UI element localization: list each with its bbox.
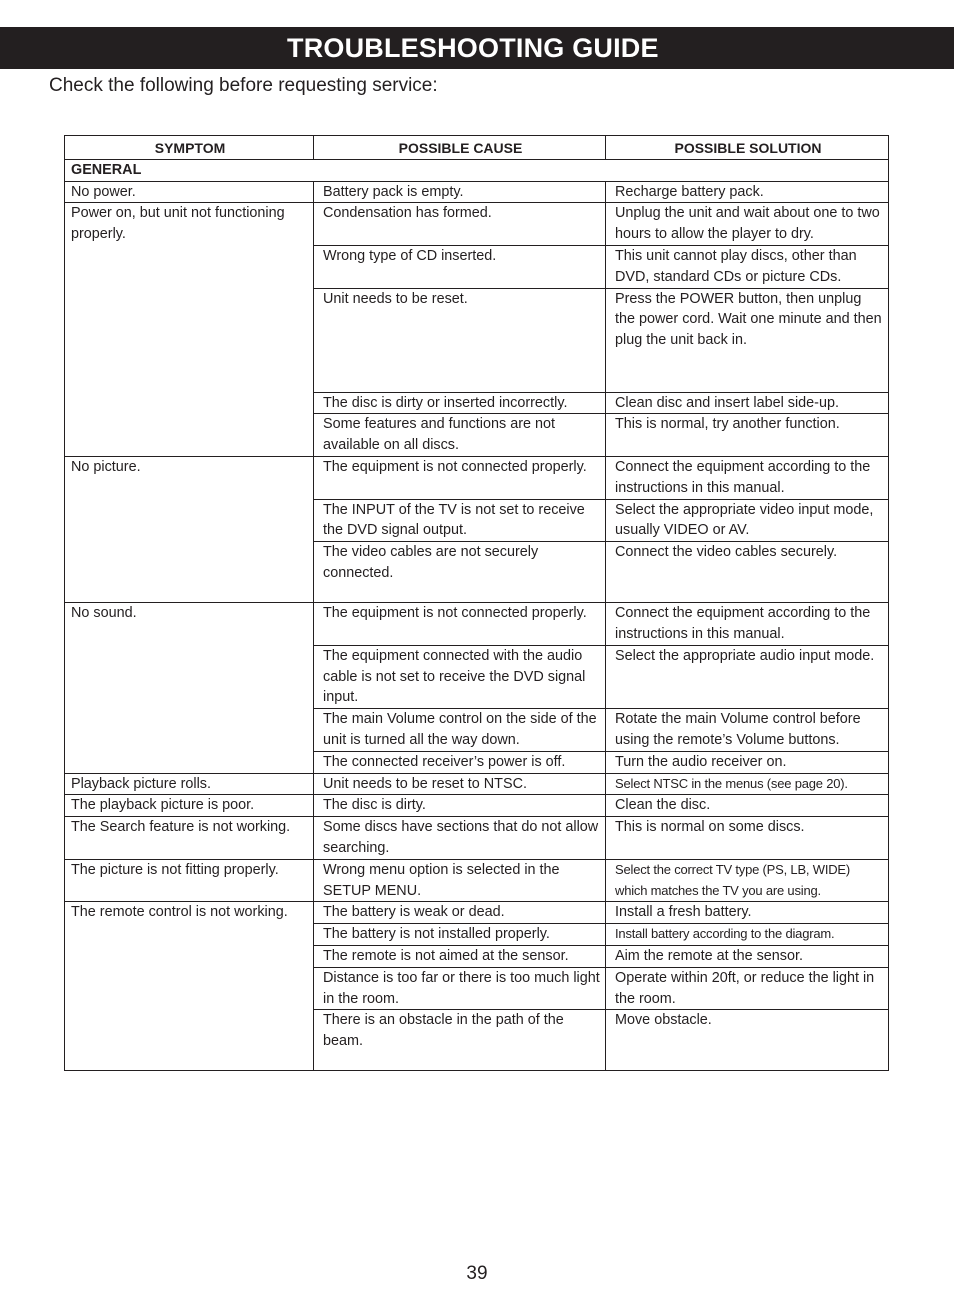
symptom-cell: Playback picture rolls. [65,773,314,795]
solution-cell: Select the appropriate video input mode, usually VIDEO or AV. [606,499,889,542]
solution-cell: Install a fresh battery. [606,902,889,924]
table-row [65,902,889,924]
cause-cell: Unit needs to be reset. [314,288,606,392]
solution-cell: Clean the disc. [606,795,889,817]
section-row [65,159,889,181]
cause-cell: The battery is weak or dead. [314,902,606,924]
cause-cell: Condensation has formed. [314,203,606,246]
intro-text: Check the following before requesting service: [49,75,438,96]
solution-cell: Move obstacle. [606,1010,889,1071]
solution-cell: Recharge battery pack. [606,181,889,203]
symptom-cell: Power on, but unit not functioning properly. [65,203,314,457]
cause-cell: The INPUT of the TV is not set to receive the DVD signal output. [314,499,606,542]
header-symptom: SYMPTOM [65,136,314,160]
table-row [65,203,889,246]
solution-cell: Turn the audio receiver on. [606,751,889,773]
solution-cell: Unplug the unit and wait about one to two hours to allow the player to dry. [606,203,889,246]
cause-cell: The disc is dirty or inserted incorrectly. [314,392,606,414]
solution-cell: This unit cannot play discs, other than DVD, standard CDs or picture CDs. [606,245,889,288]
cause-cell: The main Volume control on the side of the unit is turned all the way down. [314,709,606,752]
solution-cell: Select the correct TV type (PS, LB, WIDE) which matches the TV you are using. [606,859,889,902]
cause-cell: The equipment connected with the audio cable is not set to receive the DVD signal input. [314,645,606,708]
header-cause: POSSIBLE CAUSE [314,136,606,160]
table-row [65,859,889,902]
troubleshooting-table [64,135,889,1071]
cause-cell: The connected receiver’s power is off. [314,751,606,773]
cause-cell: Some discs have sections that do not allow searching. [314,817,606,860]
cause-cell: The video cables are not securely connected. [314,542,606,603]
table-row [65,456,889,499]
table-row [65,795,889,817]
solution-cell: Press the POWER button, then unplug the power cord. Wait one minute and then plug the unit back in. [606,288,889,392]
title-banner [0,27,954,69]
solution-cell: Select NTSC in the menus (see page 20). [606,773,889,795]
symptom-cell: The remote control is not working. [65,902,314,1071]
symptom-cell: No sound. [65,603,314,773]
page-number: 39 [466,1263,488,1284]
cause-cell: Wrong menu option is selected in the SETUP MENU. [314,859,606,902]
solution-cell: Select the appropriate audio input mode. [606,645,889,708]
table-row [65,603,889,646]
symptom-cell: The picture is not fitting properly. [65,859,314,902]
cause-cell: The disc is dirty. [314,795,606,817]
solution-cell: Connect the video cables securely. [606,542,889,603]
section-label: GENERAL [65,159,889,181]
cause-cell: The equipment is not connected properly. [314,603,606,646]
symptom-cell: The Search feature is not working. [65,817,314,860]
cause-cell: Some features and functions are not available on all discs. [314,414,606,457]
symptom-cell: The playback picture is poor. [65,795,314,817]
cause-cell: The battery is not installed properly. [314,924,606,946]
cause-cell: Unit needs to be reset to NTSC. [314,773,606,795]
solution-cell: Operate within 20ft, or reduce the light in the room. [606,967,889,1010]
table-row [65,181,889,203]
solution-cell: Aim the remote at the sensor. [606,945,889,967]
table-row [65,773,889,795]
solution-cell: This is normal, try another function. [606,414,889,457]
solution-cell: Install battery according to the diagram. [606,924,889,946]
symptom-cell: No power. [65,181,314,203]
symptom-cell: No picture. [65,456,314,602]
solution-cell: This is normal on some discs. [606,817,889,860]
header-solution: POSSIBLE SOLUTION [606,136,889,160]
cause-cell: The remote is not aimed at the sensor. [314,945,606,967]
solution-cell: Connect the equipment according to the instructions in this manual. [606,603,889,646]
cause-cell: Battery pack is empty. [314,181,606,203]
solution-cell: Connect the equipment according to the instructions in this manual. [606,456,889,499]
solution-cell: Rotate the main Volume control before using the remote’s Volume buttons. [606,709,889,752]
cause-cell: The equipment is not connected properly. [314,456,606,499]
table-header-row [65,136,889,160]
table-row [65,817,889,860]
page-title: TROUBLESHOOTING GUIDE [287,33,659,63]
cause-cell: There is an obstacle in the path of the beam. [314,1010,606,1071]
cause-cell: Wrong type of CD inserted. [314,245,606,288]
solution-cell: Clean disc and insert label side-up. [606,392,889,414]
cause-cell: Distance is too far or there is too much light in the room. [314,967,606,1010]
